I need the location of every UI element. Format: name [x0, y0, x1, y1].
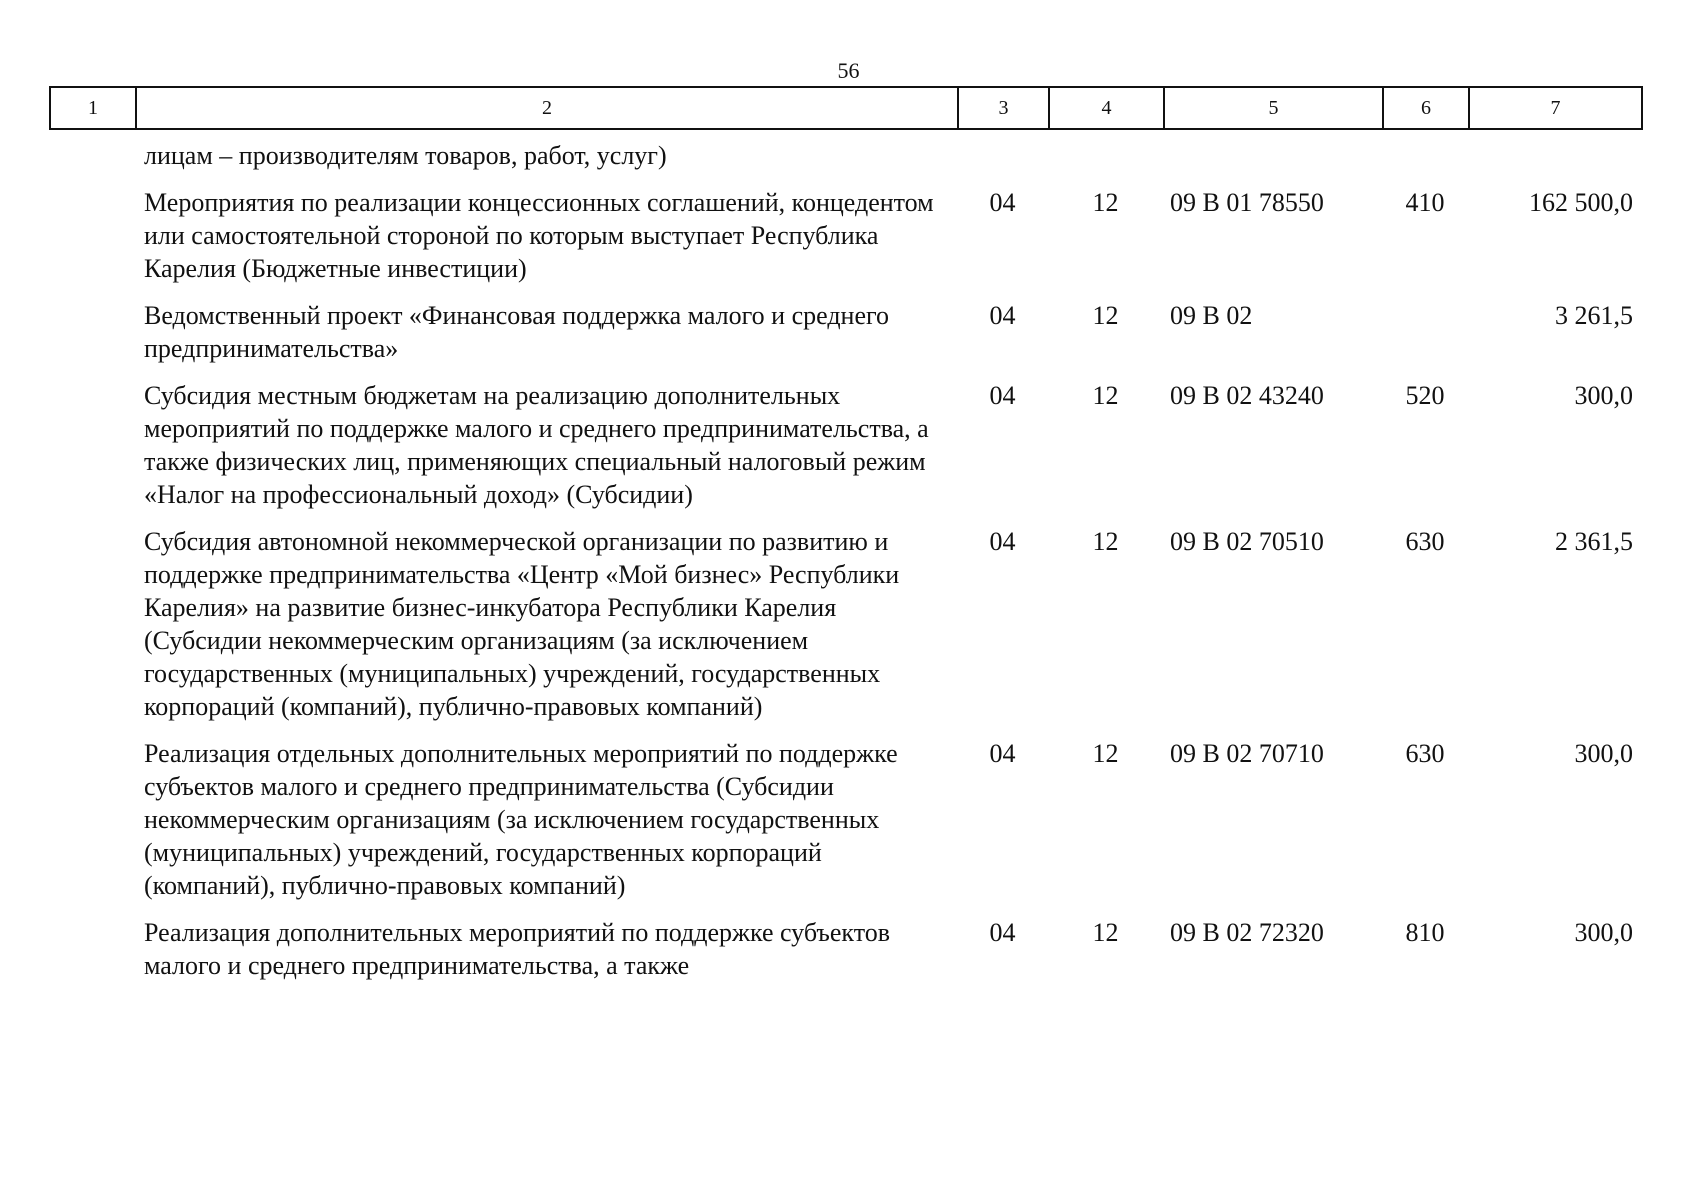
row-expense-type — [1382, 289, 1468, 369]
row-expense-type: 630 — [1405, 739, 1445, 768]
row-subsection: 12 — [1092, 527, 1119, 556]
table-row — [49, 134, 1641, 176]
row-sum: 300,0 — [1574, 918, 1633, 947]
header-col-2: 2 — [136, 87, 958, 129]
table-row — [49, 727, 1641, 906]
table-row — [49, 289, 1641, 369]
budget-table — [49, 134, 1641, 986]
row-target-code: 09 В 02 — [1170, 301, 1253, 330]
row-expense-type: 520 — [1405, 381, 1445, 410]
row-section: 04 — [989, 188, 1016, 217]
row-expense-type: 630 — [1405, 527, 1445, 556]
row-expense-type: 410 — [1405, 188, 1445, 217]
row-sum — [1468, 134, 1641, 176]
row-subsection: 12 — [1092, 301, 1119, 330]
row-name: Реализация отдельных дополнительных мероприятий по поддержке субъектов малого и среднего предпринимательства (Субсидии некоммерческим организациям (за исключением государственных (муниципальных) учреждений, государственных корпораций (компаний), публично-правовых компаний) — [144, 739, 898, 900]
row-section: 04 — [989, 918, 1016, 947]
header-col-1: 1 — [50, 87, 136, 129]
row-name: Мероприятия по реализации концессионных соглашений, концедентом или самостоятельной стороной по которым выступает Республика Карелия (Бюджетные инвестиции) — [144, 188, 934, 283]
row-sum: 3 261,5 — [1555, 301, 1633, 330]
row-section: 04 — [989, 301, 1016, 330]
row-section — [957, 134, 1048, 176]
table-row — [49, 176, 1641, 289]
row-subsection: 12 — [1092, 188, 1119, 217]
row-name: Субсидия автономной некоммерческой организации по развитию и поддержке предпринимательства «Центр «Мой бизнес» Республики Карелия» на развитие бизнес-инкубатора Республики Карелия (Субсидии некоммерческим организациям (за исключением государственных (муниципальных) учреждений, государственных корпораций (компаний), публично-правовых компаний) — [144, 527, 900, 721]
row-sum: 300,0 — [1574, 739, 1633, 768]
header-row — [50, 87, 1642, 129]
column-number-header — [49, 86, 1643, 130]
row-section: 04 — [989, 381, 1016, 410]
row-subsection: 12 — [1092, 381, 1119, 410]
page-number: 56 — [837, 58, 860, 83]
row-subsection: 12 — [1092, 739, 1119, 768]
row-sum: 300,0 — [1574, 381, 1633, 410]
header-col-4: 4 — [1049, 87, 1164, 129]
row-name: Субсидия местным бюджетам на реализацию дополнительных мероприятий по поддержке малого и среднего предпринимательства, а также физических лиц, применяющих специальный налоговый режим «Налог на профессиональный доход» (Субсидии) — [144, 381, 929, 509]
row-target-code: 09 В 02 70510 — [1170, 527, 1324, 556]
row-name: Ведомственный проект «Финансовая поддержка малого и среднего предпринимательства» — [144, 301, 890, 363]
row-name: Реализация дополнительных мероприятий по поддержке субъектов малого и среднего предпринимательства, а также — [144, 918, 890, 980]
row-target-code: 09 В 02 72320 — [1170, 918, 1324, 947]
row-sum: 162 500,0 — [1529, 188, 1633, 217]
header-col-5: 5 — [1164, 87, 1383, 129]
row-expense-type — [1382, 134, 1468, 176]
header-col-6: 6 — [1383, 87, 1469, 129]
row-section: 04 — [989, 739, 1016, 768]
row-subsection — [1048, 134, 1163, 176]
header-col-3: 3 — [958, 87, 1049, 129]
row-target-code: 09 В 02 43240 — [1170, 381, 1324, 410]
row-target-code — [1163, 134, 1382, 176]
row-section: 04 — [989, 527, 1016, 556]
row-target-code: 09 В 02 70710 — [1170, 739, 1324, 768]
row-subsection: 12 — [1092, 918, 1119, 947]
table-row — [49, 515, 1641, 727]
row-expense-type: 810 — [1405, 918, 1445, 947]
row-target-code: 09 В 01 78550 — [1170, 188, 1324, 217]
table-row — [49, 906, 1641, 986]
row-sum: 2 361,5 — [1555, 527, 1633, 556]
row-name: лицам – производителям товаров, работ, услуг) — [144, 141, 667, 170]
table-row — [49, 369, 1641, 515]
header-col-7: 7 — [1469, 87, 1642, 129]
